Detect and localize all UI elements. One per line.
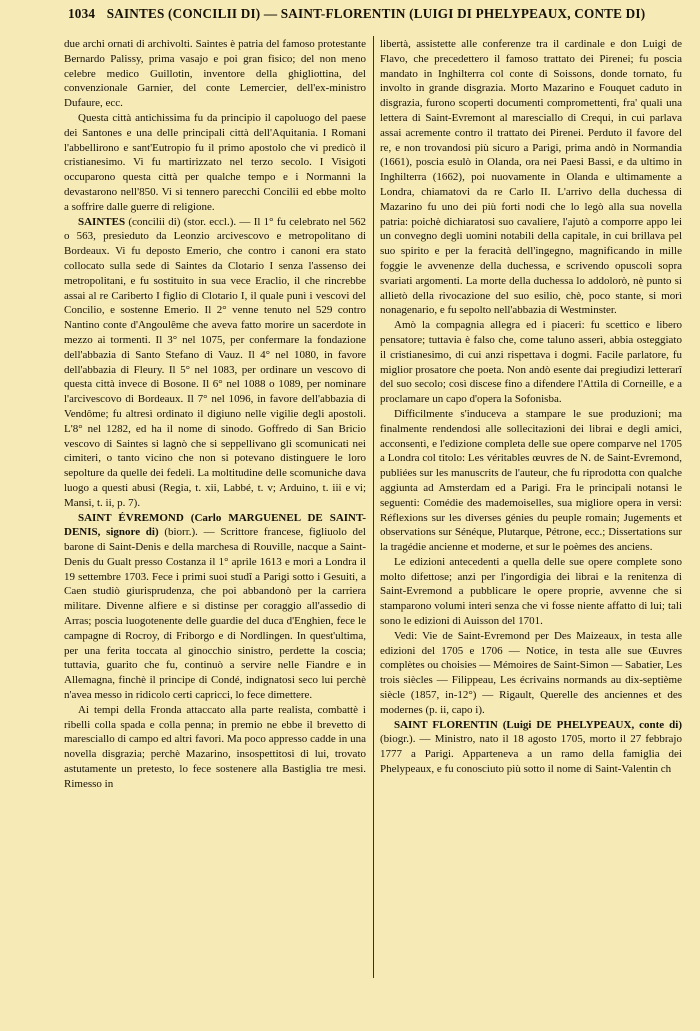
- paragraph-text: Il 1° fu celebrato nel 562 o 563, presieduto da Leonzio arcivescovo e metropolitano di Bordeaux. Vi fu deposto Emerio, che contro i canoni era stato collocato sulla sede di Saintes da Clotario I senza l'assenso dei metropolitani, e fu sostituito in sua vece Eraclio, il che rincrebbe assai al re Cariberto I figlio di Clotario I, il quale punì i vescovi del Concilio, e sostenne Emerio. Il 2° venne tenuto nel 529 contro Nantino conte d'Angoulême che aveva fatto morire un sacerdote in mezzo ai tormenti. Il 3° nel 1075, per confermare la fondazione dell'abbazia di Santo Stefano di Vauz. Il 4° nel 1080, in favore dell'abbazia di Fleury. Il 5° nel 1083, per ordinare un vescovo di questa città invece di Bosone. Il 6° nel 1088 o 1089, per nominare l'arcivescovo di Bordeaux. Il 7° nel 1096, in favore dell'abbazia di Vendôme; fu altresì ordinato il digiuno nelle vigilie degli apostoli. L'8° nel 1282, ed ha il nome di sinodo. Goffredo di San Bricio vescovo di Saintes si lagnò che si seppellivano gli scomunicati nei cimiteri, o tanto vicino che non si potevano distinguere le loro sepolture da quelle dei fedeli. La moltitudine delle scomuniche dava luogo a questi abusi (Regia, t. xii, Labbé, t. v; Arduino, t. iii e vi; Mansi, t. ii, p. 7).: [64, 215, 366, 509]
- paragraph: [64, 511, 366, 703]
- running-head: [68, 6, 678, 22]
- paragraph: [380, 629, 682, 718]
- paragraph-text: Questa città antichissima fu da principio il capoluogo del paese dei Santones e una delle principali città dell'Aquitania. I Romani l'abbellirono e sant'Eutropio fu il primo apostolo che vi predicò il cristianesimo. Vi fu martirizzato nel terzo secolo. I Visigoti occuparono questa città per qualche tempo e i Normanni la devastarono nell'850. Vi si tennero parecchi Concilii ed ebbe molto a soffrire dalle guerre di religione.: [64, 111, 366, 213]
- page-title: SAINTES (CONCILII DI) — SAINT-FLORENTIN (LUIGI DI PHELYPEAUX, CONTE DI): [106, 6, 646, 21]
- paragraph: [64, 37, 366, 111]
- paragraph-text: due archi ornati di archivolti. Saintes è patria del famoso protestante Bernardo Palissy, prima vasajo e poi gran fisico; del non meno celebre medico Guillotin, inventore della ghigliottina, del convenzionale Garnier, del conte Lemercier, dell'ex-ministro Dufaure, ecc.: [64, 38, 366, 110]
- paragraph: [380, 37, 682, 318]
- entry-heading: SAINT ÉVREMOND (Carlo MARGUENEL DE SAINT-DENIS, signore di): [64, 511, 366, 539]
- entry-qualifier: (concilii di) (stor. eccl.). —: [125, 215, 254, 228]
- paragraph: [380, 718, 682, 777]
- paragraph-text: Scrittore francese, figliuolo del barone di Saint-Denis e della marchesa di Rouville, nacque a Saint-Denis du Gualt presso Costanza il 1° aprile 1613 e morì a Londra il 19 settembre 1703. Fece i primi suoi studî a Parigi sotto i Gesuiti, a Caen studiò giurisprudenza, che poi abbandonò per la carriera militare. Divenne alfiere e si distinse per coraggio all'assedio di Arras; poscia luogotenente delle guardie del duca d'Enghien, fece le campagne di Rocroy, di Friborgo e di Nordlingen. In quest'ultima, per una ferita toccata al ginocchio sinistro, perdette la coscia; tuttavia, guarito che fu, continuò a servire nelle Fiandre e in Allemagna, finchè il principe di Condé, indignatosi seco lui perchè n'avea messo in ridicolo certi capricci, lo fece dimettere.: [64, 526, 366, 702]
- paragraph: [380, 555, 682, 629]
- entry-qualifier: (biogr.). —: [380, 733, 435, 746]
- paragraph-text: Ai tempi della Fronda attaccato alla parte realista, combattè i ribelli colla spada e colla penna; in premio ne ebbe il brevetto di maresciallo di campo ed altri favori. Ma poco appresso cadde in una novella disgrazia; perchè Mazarino, insospettitosi di lui, trovato astutamente un pretesto, lo fece sostenere alla Bastiglia tre mesi. Rimesso in: [64, 703, 366, 790]
- entry-heading: SAINTES: [78, 215, 126, 228]
- paragraph-text: Vedi: Vie de Saint-Evremond per Des Maizeaux, in testa alle edizioni del 1705 e 1706 — Notice, in testa alle sue Œuvres complètes ou choisies — Mémoires de Saint-Simon — Sabatier, Les trois siècles — Filippeau, Les écrivains normands au dix-septième siècle (1857, in-12°) — Rigault, Querelle des anciennes et des modernes (p. ii, capo i).: [380, 629, 682, 716]
- entry-heading: SAINT FLORENTIN (Luigi DE PHELYPEAUX, conte di): [394, 718, 682, 731]
- paragraph: [64, 111, 366, 215]
- paragraph-text: Ministro, nato il 18 agosto 1705, morto il 27 febbrajo 1777 a Parigi. Apparteneva a un ramo della famiglia dei Phelypeaux, e fu conosciuto più sotto il nome di Saint-Valentin ch: [380, 733, 682, 776]
- paragraph-text: Difficilmente s'induceva a stampare le sue produzioni; ma finalmente rendendosi alle sollecitazioni dei librai e degli amici, acconsentì, e l'edizione completa delle sue opere comparve nel 1705 a Londra col titolo: Les véritables œuvres de N. de Saint-Evremond, publiées sur les manuscrits de l'auteur, che fu riprodotta con qualche aggiunta ad Amsterdam ed a Parigi. Fra le principali notansi le seguenti: Comédie des mademoiselles, sua migliore opera in versi: Réflexions sur les diverses génies du peuple romain; Jugements et observations sur Sénéque, Plutarque, Pétrone, ecc.; Dissertations sur la tragédie ancienne et moderne, et sur le poèmes des anciens.: [380, 407, 682, 554]
- paragraph: [380, 407, 682, 555]
- paragraph: [380, 318, 682, 407]
- left-column: [64, 37, 366, 977]
- column-divider: [373, 36, 374, 978]
- paragraph-text: Amò la compagnia allegra ed i piaceri: fu scettico e libero pensatore; tuttavia è falso che, come taluno asserì, abbia osteggiato il cristianesimo, di cui anzi rispettava i dogmi. Facile parlatore, fu miglior prosatore che poeta. Non andò esente dai pregiudizi letterarî del suo secolo; così discese fino a difendere l'Attila di Corneille, e a proclamare un capo d'opera la Sofonisba.: [380, 319, 682, 406]
- right-column: [380, 37, 682, 977]
- paragraph: [64, 703, 366, 792]
- page-number: 1034: [68, 6, 96, 21]
- entry-qualifier: (biorr.). —: [158, 526, 221, 539]
- paragraph: [64, 215, 366, 511]
- paragraph-text: libertà, assistette alle conferenze tra il cardinale e don Luigi de Flavo, che precedettero il famoso trattato dei Pirenei; fu poscia mandato in Inghilterra col conte di Soissons, donde tornato, fu involto in grande disgrazia. Morto Mazarino e Fouquet caduto in disgrazia, furono scoperti documenti compromettenti, fra' quali una lettera di Saint-Evremont al maresciallo di Crequi, in cui parlava assai acremente contro il trattato dei Pirenei. Perduto il favore del re, e non trovandosi più sicuro a Parigi, prima andò in Normandia (1661), poscia esulò in Olanda, ora nei Paesi Bassi, e da ultimo in Inghilterra (1662), poi nuovamente in Olanda e ultimamente a Londra, chiamatovi da re Carlo II. L'arrivo della duchessa di Mazarino fu uno dei più forti nodi che lo legò alla sua novella patria: poichè dichiaratosi suo cavaliere, l'ajutò a comporre appo lei un convegno degli uomini notabili della capitale, in cui brillava pel suo spirito e per la feracità dell'ingegno, magnificando in mille foggie le avvenenze della duchessa, e scrivendo opuscoli sopra svariati argomenti. La morte della duchessa lo addolorò, nè punto si allietò della rivocazione del suo esilio, chè, poco stante, si morì nonagenario, e fu sepolto nell'abbazia di Westminster.: [380, 38, 682, 317]
- paragraph-text: Le edizioni antecedenti a quella delle sue opere complete sono molto difettose; anzi per l'ingordigia dei librai e la renitenza di Saint-Evremond a pubblicare le opere proprie, avvenne che si stamparono volumi interi senza che vi fosse niente affatto di lui; tali sono le edizioni di Auisson del 1701.: [380, 555, 682, 628]
